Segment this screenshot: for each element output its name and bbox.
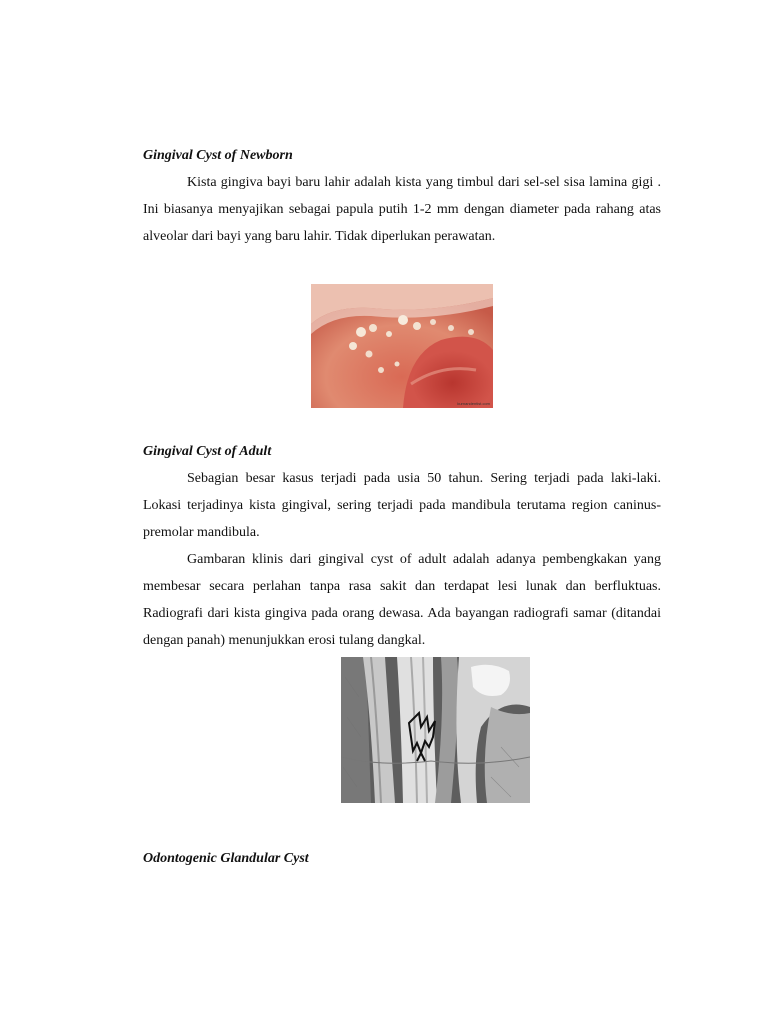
radiograph-image: [341, 657, 530, 803]
heading-gingival-cyst-newborn: Gingival Cyst of Newborn: [143, 148, 293, 163]
paragraph-adult-2: Gambaran klinis dari gingival cyst of adult adalah adanya pembengkakan yang membesar secara perlahan tanpa rasa sakit dan terdapat lesi lunak dan berfluktuas. Radiografi dari kista gingiva pada orang dewasa. Ada bayangan radiografi samar (ditandai dengan panah) menunjukkan erosi tulang dangkal.: [143, 552, 661, 648]
paragraph-adult-1: Sebagian besar kasus terjadi pada usia 50 tahun. Sering terjadi pada laki-laki. Lokasi terjadinya kista gingival, sering terjadi pada mandibula terutama region caninus-premolar mandibula.: [143, 471, 661, 540]
radiograph-adult-gingival-cyst: [341, 657, 530, 803]
heading-odontogenic-glandular-cyst: Odontogenic Glandular Cyst: [143, 851, 309, 866]
photo-credit: kurnandentist.com: [457, 401, 490, 406]
oral-photo-image: [311, 284, 493, 408]
paragraph-newborn: Kista gingiva bayi baru lahir adalah kista yang timbul dari sel-sel sisa lamina gigi . Ini biasanya menyajikan sebagai papula putih 1-2 mm dengan diameter pada rahang atas alveolar dari bayi yang baru lahir. Tidak diperlukan perawatan.: [143, 175, 661, 244]
photo-newborn-gingival-cyst: [311, 284, 493, 408]
heading-gingival-cyst-adult: Gingival Cyst of Adult: [143, 444, 272, 459]
